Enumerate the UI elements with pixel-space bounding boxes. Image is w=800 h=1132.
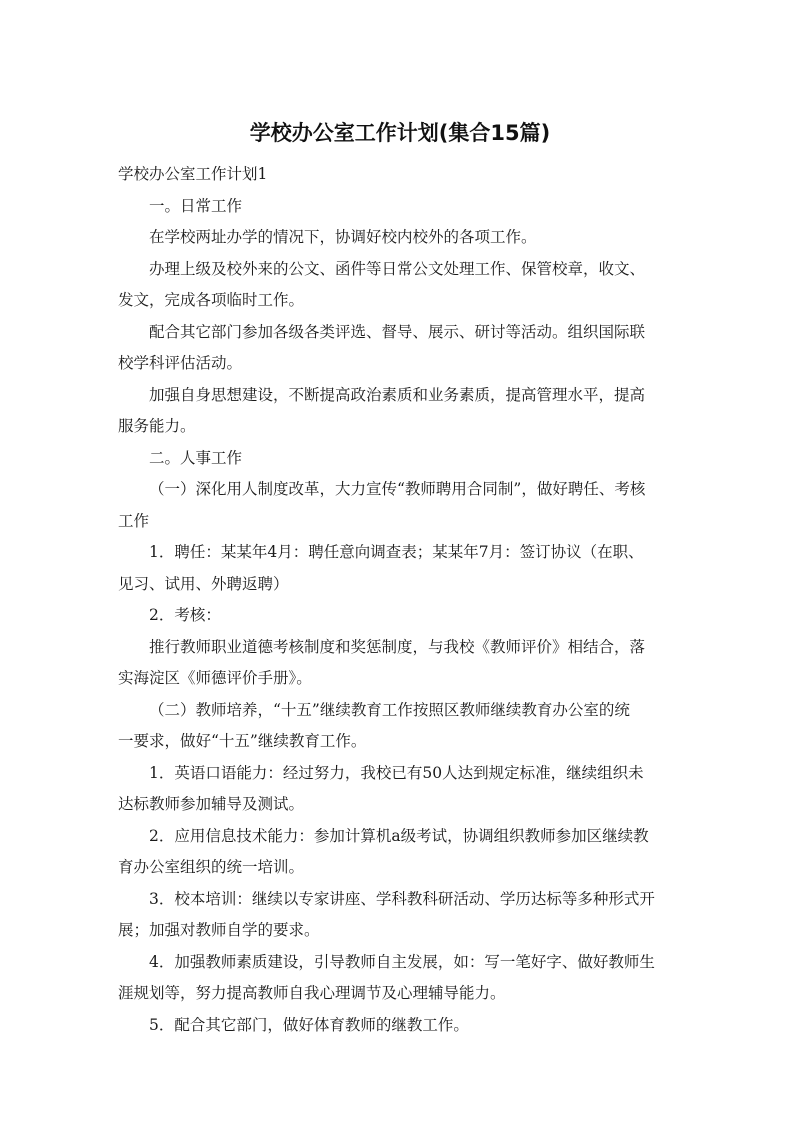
document-title: 学校办公室工作计划(集合15篇) (249, 121, 551, 145)
paragraph-line: 1．英语口语能力：经过努力，我校已有50人达到规定标准，继续组织未 (149, 763, 644, 782)
paragraph-line: 推行教师职业道德考核制度和奖惩制度，与我校《教师评价》相结合，落 (149, 637, 646, 656)
paragraph-line: 二。人事工作 (149, 448, 243, 467)
paragraph-line: （二）教师培养，“十五”继续教育工作按照区教师继续教育办公室的统 (149, 700, 630, 719)
paragraph-line: （一）深化用人制度改革，大力宣传“教师聘用合同制”，做好聘任、考核 (149, 480, 646, 498)
paragraph (118, 254, 684, 317)
paragraph-line: 加强自身思想建设，不断提高政治素质和业务素质，提高管理水平，提高 (149, 385, 646, 404)
document-body (118, 159, 684, 1041)
paragraph-line: 3．校本培训：继续以专家讲座、学科教科研活动、学历达标等多种形式开 (149, 889, 655, 908)
paragraph (118, 884, 684, 947)
paragraph (118, 632, 684, 695)
paragraph-line: 配合其它部门参加各级各类评选、督导、展示、研讨等活动。组织国际联 (149, 322, 646, 341)
paragraph-line: 展；加强对教师自学的要求。 (118, 921, 320, 939)
paragraph (118, 191, 684, 223)
paragraph-line: 服务能力。 (118, 417, 196, 435)
section-subtitle: 学校办公室工作计划1 (118, 165, 268, 183)
paragraph (118, 317, 684, 380)
paragraph-list (118, 191, 684, 1042)
paragraph (118, 222, 684, 254)
paragraph (118, 380, 684, 443)
paragraph (118, 821, 684, 884)
paragraph (118, 695, 684, 758)
paragraph-line: 1．聘任：某某年4月：聘任意向调查表；某某年7月：签订协议（在职、 (149, 543, 644, 561)
paragraph-line: 涯规划等，努力提高教师自我心理调节及心理辅导能力。 (118, 984, 506, 1002)
paragraph (118, 474, 684, 537)
paragraph (118, 537, 684, 600)
paragraph (118, 947, 684, 1010)
paragraph-line: 5．配合其它部门，做好体育教师的继教工作。 (149, 1015, 469, 1034)
paragraph-line: 工作 (118, 511, 150, 530)
paragraph (118, 1010, 684, 1042)
paragraph-line: 一。日常工作 (149, 196, 243, 215)
paragraph-line: 见习、试用、外聘返聘） (118, 574, 289, 593)
paragraph-line: 实海淀区《师德评价手册》。 (118, 669, 312, 687)
paragraph-line: 办理上级及校外来的公文、函件等日常公文处理工作、保管校章，收文、 (149, 259, 646, 278)
paragraph-line: 校学科评估活动。 (118, 354, 243, 372)
paragraph-line: 在学校两址办学的情况下，协调好校内校外的各项工作。 (149, 228, 537, 246)
paragraph-line: 4．加强教师素质建设，引导教师自主发展，如：写一笔好字、做好教师生 (149, 952, 655, 971)
paragraph-line: 2．考核： (149, 606, 221, 624)
paragraph (118, 758, 684, 821)
paragraph (118, 600, 684, 632)
paragraph-line: 发文，完成各项临时工作。 (118, 291, 305, 309)
paragraph (118, 443, 684, 475)
paragraph-line: 育办公室组织的统一培训。 (118, 858, 305, 876)
paragraph-line: 一要求，做好“十五”继续教育工作。 (118, 732, 367, 750)
paragraph-line: 2．应用信息技术能力：参加计算机a级考试，协调组织教师参加区继续教 (149, 826, 649, 845)
paragraph-line: 达标教师参加辅导及测试。 (118, 795, 305, 813)
